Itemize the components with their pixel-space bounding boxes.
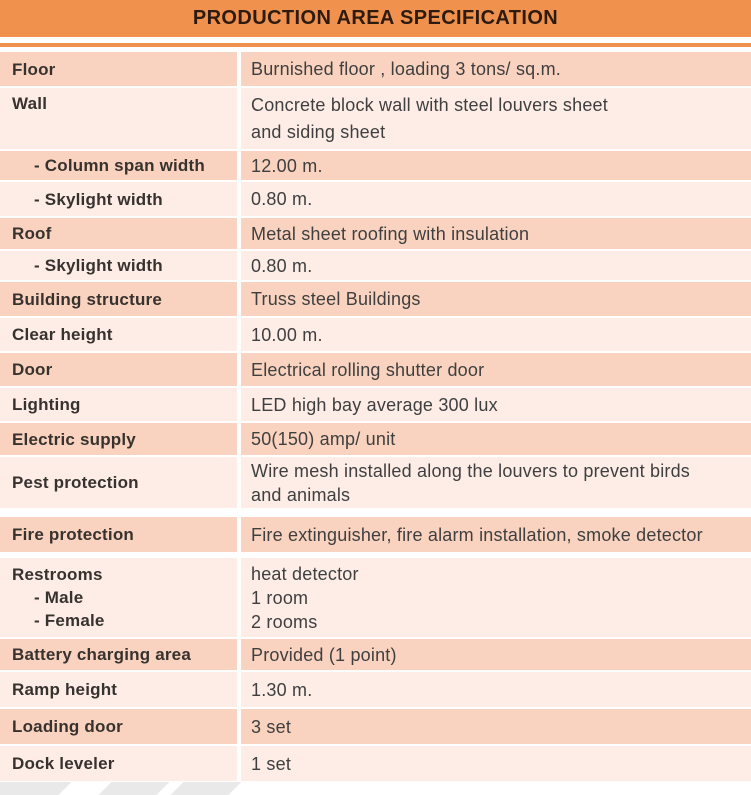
spec-value-cell [241,517,751,552]
spec-label-cell [0,88,237,149]
spec-label: Building structure [12,289,162,309]
spec-label: Clear height [12,325,113,344]
spec-label-cell [0,639,237,670]
spec-value: Electrical rolling shutter door [251,359,485,380]
diagonal-stripe [171,782,242,795]
spec-value-cell [241,88,751,149]
spec-value: 1 room [251,587,309,608]
spec-value: 0.80 m. [251,255,313,276]
spec-label-cell [0,318,237,351]
spec-value: and siding sheet [251,122,386,142]
spec-row [0,746,751,781]
spec-value-cell [241,182,751,216]
spec-label-cell [0,388,237,421]
spec-label: Dock leveler [12,754,115,773]
spec-row [0,251,751,280]
spec-value: Concrete block wall with steel louvers sheet [251,95,608,115]
spec-value: Fire extinguisher, fire alarm installation, smoke detector [251,524,703,545]
spec-label-cell [0,517,237,552]
spec-label: - Male [34,588,84,607]
spec-value: Provided (1 point) [251,644,397,665]
spec-label-cell [0,672,237,707]
spec-value: Burnished floor , loading 3 tons/ sq.m. [251,59,561,79]
spec-row [0,318,751,351]
spec-label: Fire protection [12,525,135,544]
spec-value: 1.30 m. [251,679,313,700]
spec-label: Roof [12,224,52,243]
watermark-stripes [0,782,751,795]
spec-value-cell [241,353,751,386]
spec-value: Metal sheet roofing with insulation [251,223,530,244]
spec-label: Wall [12,94,48,113]
spec-label-cell [0,558,237,637]
spec-label-cell [0,251,237,280]
spec-label-cell [0,423,237,455]
spec-value-cell [241,457,751,508]
spec-value-cell [241,318,751,351]
spec-row [0,52,751,86]
spec-row [0,423,751,455]
spec-value: 2 rooms [251,611,318,632]
diagonal-stripe [99,782,170,795]
spec-value-cell [241,709,751,744]
spec-label: Electric supply [12,429,136,449]
spec-label-cell [0,52,237,86]
spec-row [0,558,751,637]
spec-value-cell [241,558,751,637]
spec-label-cell [0,709,237,744]
header-divider-rule [0,43,751,47]
spec-value: 10.00 m. [251,324,323,345]
spec-value-cell [241,251,751,280]
spec-value: 3 set [251,716,292,737]
spec-label: Door [12,360,53,379]
page-title: PRODUCTION AREA SPECIFICATION [192,7,559,29]
spec-row [0,672,751,707]
spec-label-cell [0,282,237,316]
spec-value: 12.00 m. [251,155,323,176]
spec-value: heat detector [251,563,359,584]
spec-value: and animals [251,484,351,505]
spec-value: Truss steel Buildings [251,289,421,309]
spec-row [0,182,751,216]
spec-value: LED high bay average 300 lux [251,394,498,415]
spec-value-cell [241,388,751,421]
spec-row [0,282,751,316]
spec-value: Wire mesh installed along the louvers to prevent birds [251,460,691,481]
spec-row [0,457,751,508]
spec-label-cell [0,218,237,249]
spec-row [0,218,751,249]
spec-label: Battery charging area [12,645,191,664]
spec-row [0,517,751,552]
diagonal-stripe [0,782,72,795]
spec-label: Loading door [12,717,123,736]
spec-value-cell [241,282,751,316]
spec-label: - Column span width [34,156,205,175]
spec-row [0,709,751,744]
spec-label-cell [0,151,237,180]
spec-value-cell [241,151,751,180]
spec-row [0,388,751,421]
spec-value-cell [241,218,751,249]
spec-label: Restrooms [12,565,103,584]
spec-label: - Skylight width [34,256,163,275]
spec-table [0,52,751,781]
spec-label: Ramp height [12,680,118,699]
spec-label: Lighting [12,395,81,414]
spec-value-cell [241,746,751,781]
spec-label: Floor [12,59,56,79]
spec-row [0,353,751,386]
spec-label: - Female [34,611,105,630]
title-bar [0,0,751,37]
spec-value: 50(150) amp/ unit [251,429,396,449]
spec-value-cell [241,52,751,86]
spec-label: Pest protection [12,473,139,492]
spec-label-cell [0,457,237,508]
spec-value-cell [241,639,751,670]
spec-value: 1 set [251,753,292,774]
spec-row [0,151,751,180]
spec-value-cell [241,672,751,707]
spec-row [0,88,751,149]
spec-row [0,639,751,670]
spec-value-cell [241,423,751,455]
spec-label-cell [0,182,237,216]
spec-label: - Skylight width [34,189,163,209]
spec-label-cell [0,353,237,386]
spec-label-cell [0,746,237,781]
spec-value: 0.80 m. [251,189,313,209]
